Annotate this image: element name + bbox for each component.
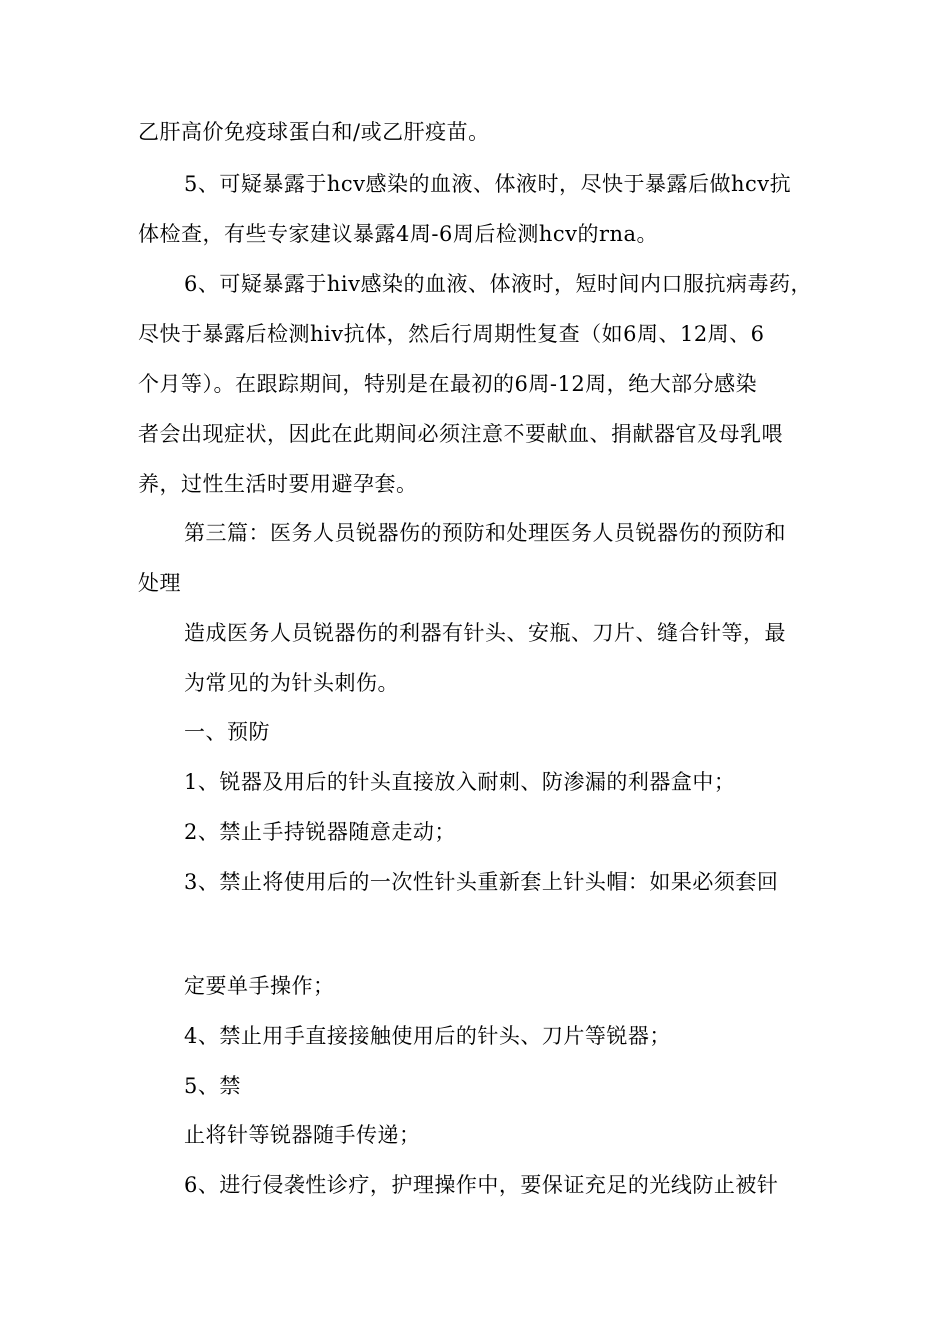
subheading: 一、预防 xyxy=(184,720,270,744)
list-item: 止将针等锐器随手传递； xyxy=(184,1123,421,1147)
paragraph-line: 体检查，有些专家建议暴露4周-6周后检测hcv的rna。 xyxy=(138,222,659,246)
section-heading: 第三篇：医务人员锐器伤的预防和处理医务人员锐器伤的预防和 xyxy=(184,521,786,545)
list-item: 3、禁止将使用后的一次性针头重新套上针头帽：如果必须套回 xyxy=(184,870,779,894)
paragraph-line: 乙肝高价免疫球蛋白和/或乙肝疫苗。 xyxy=(138,120,490,144)
list-item: 定要单手操作； xyxy=(184,974,335,998)
list-item: 2、禁止手持锐器随意走动； xyxy=(184,820,456,844)
paragraph-line: 者会出现症状，因此在此期间必须注意不要献血、捐献器官及母乳喂 xyxy=(138,422,783,446)
list-item: 6、进行侵袭性诊疗，护理操作中，要保证充足的光线防止被针 xyxy=(184,1173,779,1197)
list-item: 1、锐器及用后的针头直接放入耐刺、防渗漏的利器盒中； xyxy=(184,770,736,794)
paragraph-line: 尽快于暴露后检测hiv抗体，然后行周期性复查（如6周、12周、6 xyxy=(138,322,765,346)
paragraph-line: 为常见的为针头刺伤。 xyxy=(184,671,399,695)
paragraph-line: 养，过性生活时要用避孕套。 xyxy=(138,472,418,496)
paragraph-line: 6、可疑暴露于hiv感染的血液、体液时，短时间内口服抗病毒药， xyxy=(184,272,812,296)
section-heading: 处理 xyxy=(138,571,181,595)
list-item: 5、禁 xyxy=(184,1074,241,1098)
list-item: 4、禁止用手直接接触使用后的针头、刀片等锐器； xyxy=(184,1024,671,1048)
paragraph-line: 造成医务人员锐器伤的利器有针头、安瓶、刀片、缝合针等，最 xyxy=(184,621,786,645)
paragraph-line: 5、可疑暴露于hcv感染的血液、体液时，尽快于暴露后做hcv抗 xyxy=(184,172,792,196)
paragraph-line: 个月等）。在跟踪期间，特别是在最初的6周-12周，绝大部分感染 xyxy=(138,372,758,396)
